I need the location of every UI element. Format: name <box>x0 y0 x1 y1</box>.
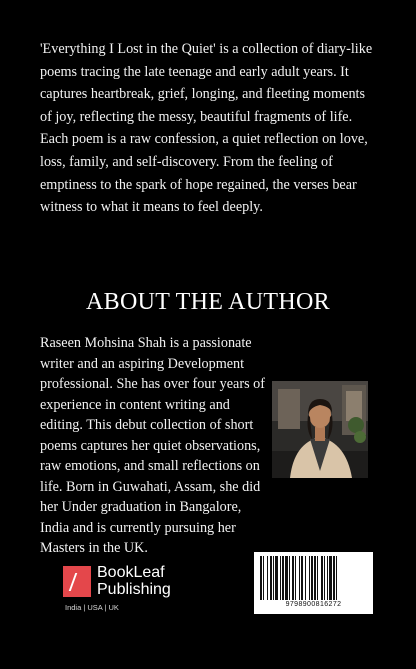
barcode-bar <box>324 556 325 600</box>
about-author-heading: ABOUT THE AUTHOR <box>86 289 330 315</box>
publisher-name-line1: BookLeaf <box>97 564 165 581</box>
author-photo-image <box>272 381 368 478</box>
author-bio: Raseen Mohsina Shah is a passionate writer and an aspiring Development professional. She has over four years of experience in content writing and editing. This debut collection of short poems captures her quiet observations, raw emotions, and small reflections on life. Born in Guwahati, Assam, she did her Under graduation in Bangalore, India and is currently pursuing her Masters in the UK. <box>40 335 265 556</box>
bookleaf-mark-icon <box>63 566 91 597</box>
publisher-logo <box>63 566 183 612</box>
barcode-bar <box>329 556 332 600</box>
barcode-bar <box>289 556 290 600</box>
barcode-bar <box>327 556 328 600</box>
publisher-regions: India | USA | UK <box>65 603 119 612</box>
barcode-bar <box>270 556 272 600</box>
barcode-bar <box>305 556 306 600</box>
barcode-bar <box>260 556 262 600</box>
barcode-bar <box>317 556 318 600</box>
barcode-bar <box>267 556 268 600</box>
barcode-bar <box>285 556 288 600</box>
isbn-barcode <box>254 552 373 614</box>
author-photo <box>272 381 368 478</box>
publisher-name <box>97 564 171 598</box>
book-blurb: 'Everything I Lost in the Quiet' is a collection of diary-like poems tracing the late teenage and early adult years. It captures heartbreak, grief, longing, and fleeting moments of joy, reflecting the messy, beautiful fragments of life. Each poem is a raw confession, a quiet reflection on love, loss, family, and self-discovery. From the feeling of emptiness to the spark of hope regained, the verses bear witness to what it means to feel deeply. <box>40 41 373 216</box>
barcode-bar <box>273 556 274 600</box>
barcode-bars <box>258 556 369 600</box>
barcode-bar <box>336 556 337 600</box>
barcode-bar <box>299 556 300 600</box>
barcode-bar <box>333 556 335 600</box>
barcode-bar <box>263 556 264 600</box>
barcode-bar <box>301 556 303 600</box>
barcode-bar <box>314 556 316 600</box>
barcode-bar <box>275 556 278 600</box>
barcode-bar <box>321 556 323 600</box>
barcode-bar <box>311 556 313 600</box>
barcode-bar <box>292 556 294 600</box>
barcode-bar <box>282 556 284 600</box>
barcode-bar <box>295 556 296 600</box>
publisher-name-line2: Publishing <box>97 581 171 598</box>
barcode-bar <box>280 556 281 600</box>
isbn-number: 9798900816272 <box>285 601 342 608</box>
barcode-bar <box>309 556 310 600</box>
